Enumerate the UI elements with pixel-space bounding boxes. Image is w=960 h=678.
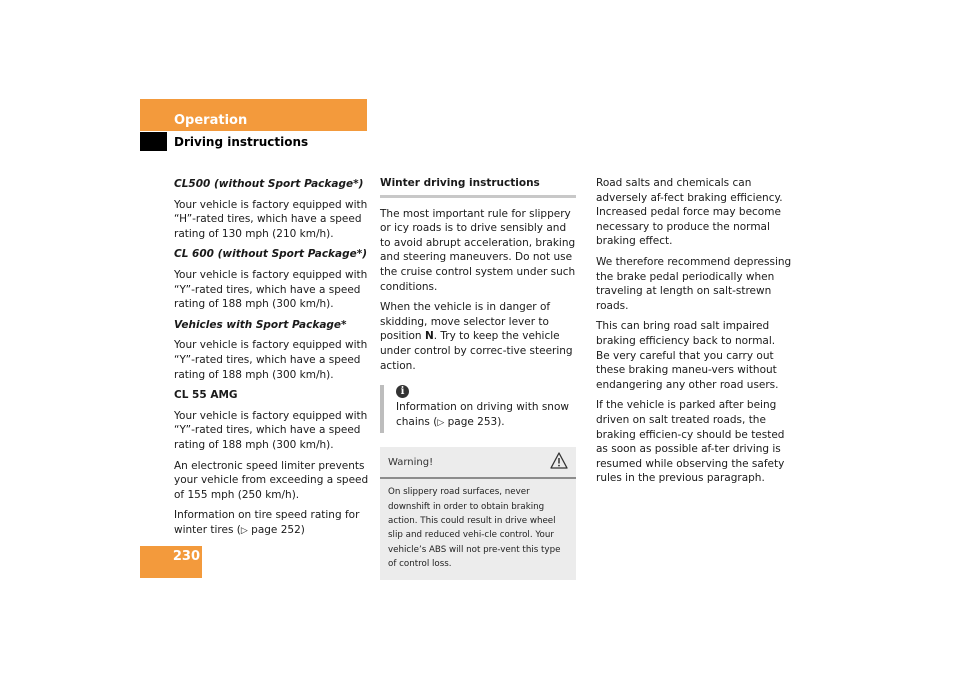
info-page-ref-link[interactable]: page 253). <box>447 415 505 428</box>
info-text <box>396 400 576 430</box>
paragraph-slippery-roads: The most important rule for slippery or icy roads is to drive sensibly and to avoid abrupt acceleration, braking and steering maneuvers. Do not use the cruise control system under such conditions. <box>380 207 576 293</box>
page-ref-link[interactable]: page 252) <box>251 523 305 536</box>
heading-sport-package: Vehicles with Sport Package* <box>174 318 347 331</box>
warning-text: On slippery road surfaces, never downshift in order to obtain braking action. This could result in drive wheel slip and reduced vehi-cle control. Your vehicle’s ABS will not pre-vent this type of control loss. <box>388 487 561 570</box>
paragraph-cl500: Your vehicle is factory equipped with “H”-rated tires, which have a speed rating of 130 mph (210 km/h). <box>174 198 368 240</box>
paragraph-cl55amg: Your vehicle is factory equipped with “Y”-rated tires, which have a speed rating of 188 mph (300 km/h). <box>174 409 368 451</box>
paragraph-parked-vehicle: If the vehicle is parked after being driven on salt treated roads, the braking efficien-cy should be tested as soon as possible af-ter driving is resumed while observing the safety rules in the previous paragraph. <box>596 399 785 485</box>
paragraph-road-salts: Road salts and chemicals can adversely af-fect braking efficiency. Increased pedal force may become necessary to produce the normal braking effect. <box>596 177 783 248</box>
column-road-salt <box>596 176 792 492</box>
column-winter-driving <box>380 176 576 580</box>
column-tire-ratings <box>174 177 370 544</box>
header-marker <box>140 132 167 151</box>
heading-cl600: CL 600 (without Sport Package*) <box>174 248 368 261</box>
heading-cl55amg: CL 55 AMG <box>174 389 238 402</box>
warning-header <box>380 447 576 479</box>
warning-triangle-icon <box>550 452 568 474</box>
info-box <box>380 385 576 433</box>
page-ref-arrow-icon: ▷ <box>437 417 445 428</box>
paragraph-braking-efficiency: This can bring road salt impaired braking efficiency back to normal. Be very careful that you carry out these braking maneu-vers without endangering any other road users. <box>596 320 779 391</box>
warning-box <box>380 447 576 579</box>
selector-position: N <box>424 330 434 343</box>
winter-driving-title: Winter driving instructions <box>380 176 576 198</box>
paragraph-winter-tires-ref <box>174 508 370 538</box>
heading-cl500: CL500 (without Sport Package*) <box>174 178 364 190</box>
winter-tires-text: Information on tire speed rating for winter tires ( <box>174 509 360 536</box>
info-icon: i <box>396 385 409 398</box>
page-number: 230 <box>172 549 200 564</box>
subsection-title: Driving instructions <box>174 135 309 149</box>
section-title: Operation <box>174 113 248 128</box>
skidding-text-cont: . Try to keep the vehicle under control by correc-tive steering action. <box>380 330 573 372</box>
paragraph-speed-limiter: An electronic speed limiter prevents your vehicle from exceeding a speed of 155 mph (250 km/h). <box>174 459 369 501</box>
warning-label: Warning! <box>388 457 434 469</box>
skidding-text: When the vehicle is in danger of skidding, move selector lever to position <box>380 301 551 343</box>
info-bar <box>380 385 384 433</box>
paragraph-recommendation: We therefore recommend depressing the brake pedal periodically when traveling at length on salt-strewn roads. <box>596 255 792 312</box>
paragraph-cl600: Your vehicle is factory equipped with “Y”-rated tires, which have a speed rating of 188 mph (300 km/h). <box>174 268 368 311</box>
page-ref-arrow-icon: ▷ <box>240 525 248 536</box>
info-text-main: Information on driving with snow chains ( <box>396 401 569 428</box>
paragraph-sport-package: Your vehicle is factory equipped with “Y”-rated tires, which have a speed rating of 188 mph (300 km/h). <box>174 339 368 381</box>
paragraph-skidding <box>380 300 576 373</box>
